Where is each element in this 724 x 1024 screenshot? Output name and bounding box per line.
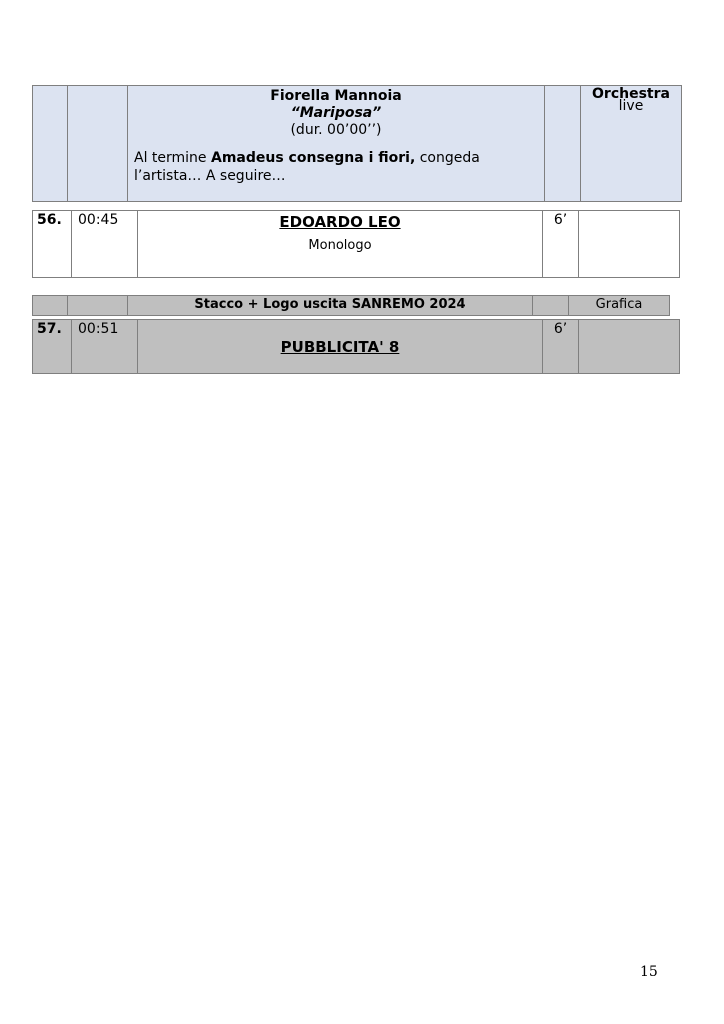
- number-cell: [33, 86, 68, 202]
- content-cell: [138, 211, 543, 278]
- row-number: 57.: [33, 320, 72, 374]
- song-title: “Mariposa”: [290, 105, 382, 121]
- time-cell: [68, 296, 128, 316]
- stacco-title: Stacco + Logo uscita SANREMO 2024: [128, 296, 533, 316]
- time-cell: [68, 86, 128, 202]
- desc-bold: Amadeus consegna i fiori,: [211, 150, 416, 166]
- notes-cell: [581, 86, 682, 202]
- row-duration: 6’: [543, 211, 579, 278]
- segment-title: EDOARDO LEO: [279, 213, 401, 231]
- note-orchestra: Orchestra: [592, 86, 670, 102]
- notes-cell: [579, 320, 680, 374]
- row-time: 00:45: [72, 211, 138, 278]
- segment-56: [32, 210, 680, 278]
- segment-57: [32, 319, 680, 374]
- row-duration: 6’: [543, 320, 579, 374]
- duration-cell: [533, 296, 569, 316]
- desc-post: congeda l’artista… A seguire…: [134, 150, 480, 184]
- notes-cell: [579, 211, 680, 278]
- content-cell: [138, 320, 543, 374]
- row-time: 00:51: [72, 320, 138, 374]
- stacco-note: Grafica: [569, 296, 670, 316]
- note-live: live: [618, 98, 644, 114]
- artist-name: Fiorella Mannoia: [270, 88, 402, 104]
- duration-cell: [545, 86, 581, 202]
- number-cell: [33, 296, 68, 316]
- segment-description: [134, 149, 538, 185]
- row-number: 56.: [33, 211, 72, 278]
- content-cell: [128, 86, 545, 202]
- segment-subtitle: Monologo: [308, 238, 372, 253]
- stacco-row: [32, 295, 670, 316]
- segment-title: PUBBLICITA' 8: [280, 338, 400, 356]
- page-number: 15: [640, 964, 658, 980]
- desc-pre: Al termine: [134, 150, 211, 166]
- segment-fiorella-mannoia: [32, 85, 682, 202]
- song-duration: (dur. 00’00’’): [290, 122, 382, 138]
